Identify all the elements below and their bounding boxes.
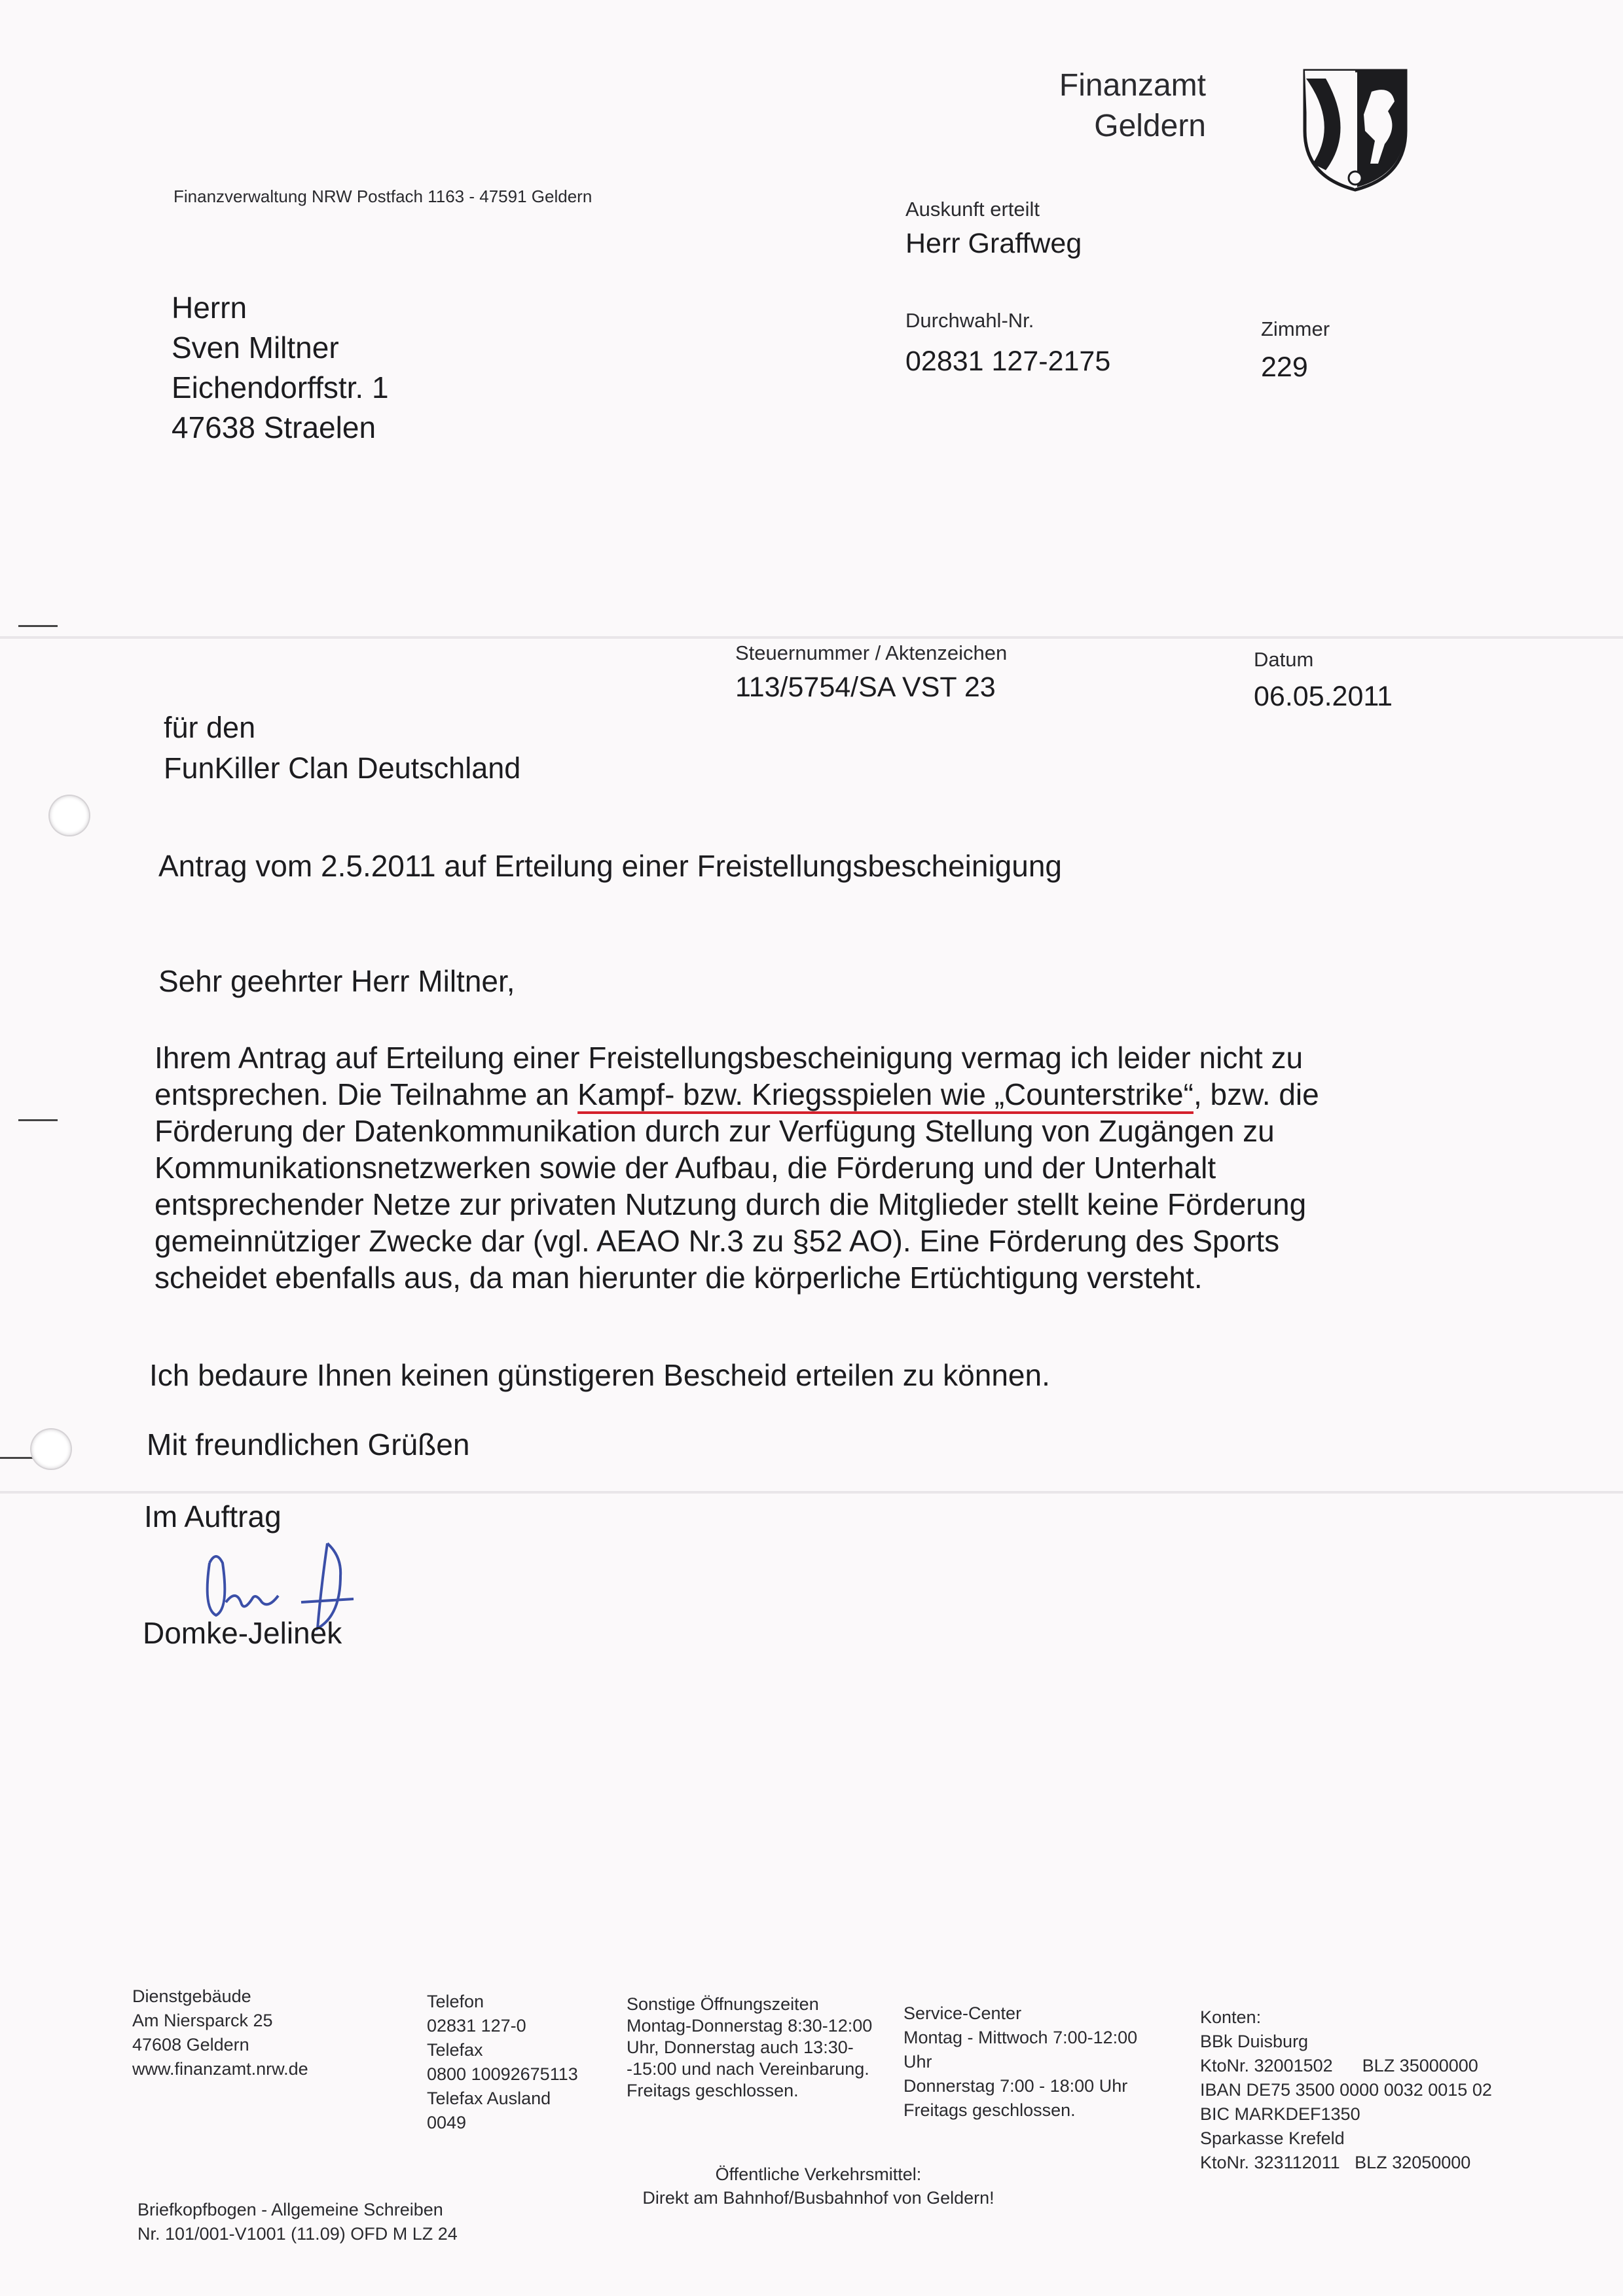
phone-label: Durchwahl-Nr. bbox=[905, 309, 1034, 332]
paragraph-line2-end: , bzw. die bbox=[1193, 1077, 1319, 1111]
authority-name bbox=[1059, 65, 1206, 147]
subject-line: Antrag vom 2.5.2011 auf Erteilung einer Freistellungsbescheinigung bbox=[158, 849, 1062, 883]
paragraph-line3: Förderung der Datenkommunikation durch zur Verfügung Stellung von Zugängen zu bbox=[155, 1114, 1275, 1148]
regret-line: Ich bedaure Ihnen keinen günstigeren Bescheid erteilen zu können. bbox=[149, 1358, 1050, 1392]
form-line2: Nr. 101/001-V1001 (11.09) OFD M LZ 24 bbox=[137, 2224, 458, 2244]
punch-hole-bottom bbox=[31, 1429, 71, 1469]
transit-line2: Direkt am Bahnhof/Busbahnhof von Geldern! bbox=[642, 2188, 994, 2208]
paragraph-line2 bbox=[155, 1076, 1319, 1113]
date-label: Datum bbox=[1254, 648, 1314, 671]
date-value: 06.05.2011 bbox=[1254, 681, 1393, 712]
authority-name-line1: Finanzamt bbox=[1059, 68, 1206, 103]
recipient-address bbox=[172, 288, 389, 448]
footer-phone: Telefon 02831 127-0 Telefax 0800 10092675113 Telefax Ausland 0049 bbox=[427, 1992, 578, 2132]
footer-transit bbox=[622, 2162, 1015, 2210]
footer-building: Dienstgebäude Am Niersparck 25 47608 Geldern www.finanzamt.nrw.de bbox=[132, 1986, 308, 2079]
fold-mark-top bbox=[18, 625, 58, 627]
transit-line1: Öffentliche Verkehrsmittel: bbox=[715, 2164, 922, 2184]
tax-number-value: 113/5754/SA VST 23 bbox=[735, 672, 996, 703]
paragraph-line2-start: entsprechen. Die Teilnahme an bbox=[155, 1077, 578, 1111]
form-line1: Briefkopfbogen - Allgemeine Schreiben bbox=[137, 2200, 443, 2219]
room-value: 229 bbox=[1261, 351, 1308, 383]
footer-accounts: Konten: BBk Duisburg KtoNr. 32001502 BLZ 35000000 IBAN DE75 3500 0000 0032 0015 02 BIC MARKDEF1350 Sparkasse Krefeld KtoNr. 323112011 BLZ 32050000 bbox=[1200, 2007, 1492, 2172]
paragraph-line5: entsprechender Netze zur privaten Nutzung durch die Mitglieder stellt keine Förderung bbox=[155, 1187, 1307, 1221]
nrw-crest-icon bbox=[1300, 65, 1411, 194]
signatory-name: Domke-Jelinek bbox=[143, 1616, 342, 1650]
recipient-line3: Eichendorffstr. 1 bbox=[172, 370, 389, 404]
footer-hours: Sonstige Öffnungszeiten Montag-Donnerstag 8:30-12:00 Uhr, Donnerstag auch 13:30- -15:00 und nach Vereinbarung. Freitags geschlossen. bbox=[627, 1994, 873, 2100]
recipient-line1: Herrn bbox=[172, 291, 247, 325]
footer-form-number bbox=[137, 2198, 458, 2246]
info-label: Auskunft erteilt bbox=[905, 198, 1040, 221]
authority-name-line2: Geldern bbox=[1094, 109, 1206, 143]
phone-value: 02831 127-2175 bbox=[905, 346, 1111, 377]
salutation: Sehr geehrter Herr Miltner, bbox=[158, 964, 515, 998]
paragraph-line6: gemeinnütziger Zwecke dar (vgl. AEAO Nr.3 zu §52 AO). Eine Förderung des Sports bbox=[155, 1224, 1280, 1258]
paragraph-line4: Kommunikationsnetzwerken sowie der Aufbau, die Förderung und der Unterhalt bbox=[155, 1151, 1216, 1185]
room-label: Zimmer bbox=[1261, 317, 1330, 340]
for-line2: FunKiller Clan Deutschland bbox=[164, 751, 521, 785]
recipient-line4: 47638 Straelen bbox=[172, 410, 376, 444]
footer-service: Service-Center Montag - Mittwoch 7:00-12:00 Uhr Donnerstag 7:00 - 18:00 Uhr Freitags geschlossen. bbox=[903, 2003, 1138, 2120]
underlined-phrase: Kampf- bzw. Kriegsspielen wie „Counterstrike“ bbox=[577, 1077, 1194, 1111]
for-line1: für den bbox=[164, 711, 256, 744]
sender-line: Finanzverwaltung NRW Postfach 1163 - 47591 Geldern bbox=[173, 187, 593, 206]
info-value: Herr Graffweg bbox=[905, 228, 1082, 259]
fold-line-bottom bbox=[0, 1491, 1623, 1494]
tax-number-label: Steuernummer / Aktenzeichen bbox=[735, 641, 1008, 664]
paragraph-line7: scheidet ebenfalls aus, da man hierunter die körperliche Ertüchtigung versteht. bbox=[155, 1261, 1203, 1295]
paragraph-line1: Ihrem Antrag auf Erteilung einer Freistellungsbescheinigung vermag ich leider nicht zu bbox=[155, 1041, 1304, 1075]
on-behalf-line: Im Auftrag bbox=[144, 1499, 282, 1534]
punch-hole-top bbox=[50, 796, 89, 835]
body-paragraph bbox=[155, 1039, 1319, 1296]
closing-line: Mit freundlichen Grüßen bbox=[147, 1427, 470, 1462]
fold-line-top bbox=[0, 636, 1623, 639]
punch-mark bbox=[0, 1457, 33, 1459]
recipient-line2: Sven Miltner bbox=[172, 331, 339, 365]
fold-mark-middle bbox=[18, 1119, 58, 1121]
